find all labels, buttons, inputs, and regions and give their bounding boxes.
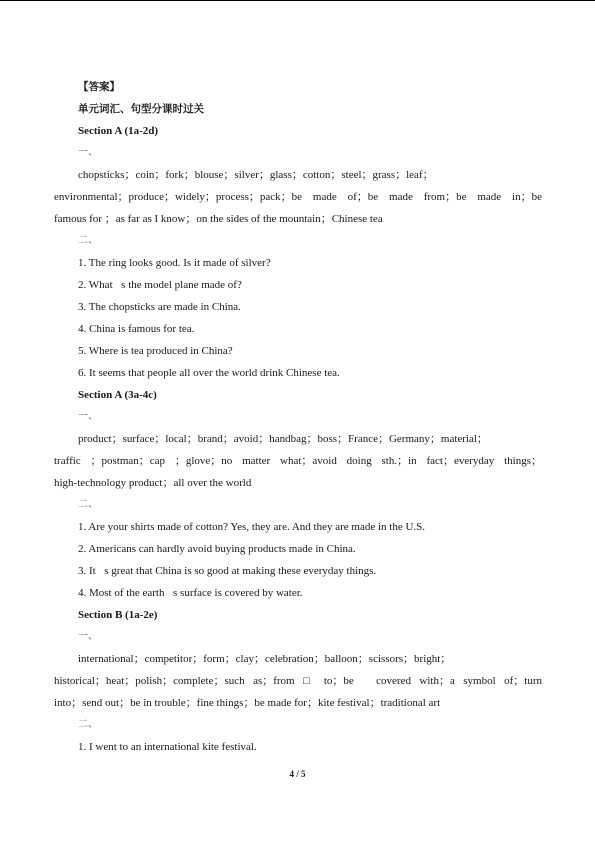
sentence-line: 1. The ring looks good. Is it made of silver?: [78, 257, 271, 269]
vocab-line: environmental；produce；widely；process；pack；be made of；be made from；be made in；be: [54, 191, 542, 203]
section-b1-title: Section B (1a-2e): [78, 609, 158, 621]
vocab-line: into；send out；be in trouble；fine things；be made for；kite festival；traditional art: [54, 697, 441, 709]
section-a2-part1-label: 一、: [78, 411, 98, 422]
section-a1-title: Section A (1a-2d): [78, 125, 159, 137]
sentence-line: 3. The chopsticks are made in China.: [78, 301, 241, 313]
vocab-line: international；competitor；form；clay；celebration；balloon；scissors；bright；: [78, 653, 452, 665]
top-border-line: [0, 0, 595, 1]
answer-document: [54, 76, 542, 758]
vocab-line: product；surface；local；brand；avoid；handbag；boss；France；Germany；material；: [78, 433, 488, 445]
section-a2-title: Section A (3a-4c): [78, 389, 157, 401]
sentence-line: 2. Americans can hardly avoid buying products made in China.: [78, 543, 356, 555]
section-b1-part1-label: 一、: [78, 631, 98, 642]
sentence-line: 5. Where is tea produced in China?: [78, 345, 233, 357]
vocab-line: chopsticks；coin；fork；blouse；silver；glass；cotton；steel；grass；leaf；: [78, 169, 434, 181]
sentence-line: 1. Are your shirts made of cotton? Yes, they are. And they are made in the U.S.: [78, 521, 426, 533]
unit-heading: 单元词汇、句型分课时过关: [78, 103, 204, 115]
answer-heading: 【答案】: [78, 81, 120, 93]
sentence-line: 1. I went to an international kite festival.: [78, 741, 257, 753]
section-b1-part2-label: 二、: [78, 719, 98, 730]
section-a1-part2-label: 二、: [78, 235, 98, 246]
vocab-line: high-technology product；all over the world: [54, 477, 252, 489]
vocab-line: famous for ；as far as I know；on the sides of the mountain；Chinese tea: [54, 213, 383, 225]
sentence-line: 2. What s the model plane made of?: [78, 279, 242, 291]
page-number: 4 / 5: [289, 769, 306, 779]
sentence-line: 4. Most of the earth s surface is covered by water.: [78, 587, 303, 599]
section-a2-part2-label: 二、: [78, 499, 98, 510]
vocab-line: historical；heat；polish；complete；such as；from □ to；be covered with；a symbol of；turn: [54, 675, 542, 687]
vocab-line: traffic ；postman；cap ；glove；no matter what；avoid doing sth.；in fact；everyday things；: [54, 455, 542, 467]
sentence-line: 6. It seems that people all over the world drink Chinese tea.: [78, 367, 340, 379]
sentence-line: 3. It s great that China is so good at making these everyday things.: [78, 565, 377, 577]
section-a1-part1-label: 一、: [78, 147, 98, 158]
sentence-line: 4. China is famous for tea.: [78, 323, 195, 335]
